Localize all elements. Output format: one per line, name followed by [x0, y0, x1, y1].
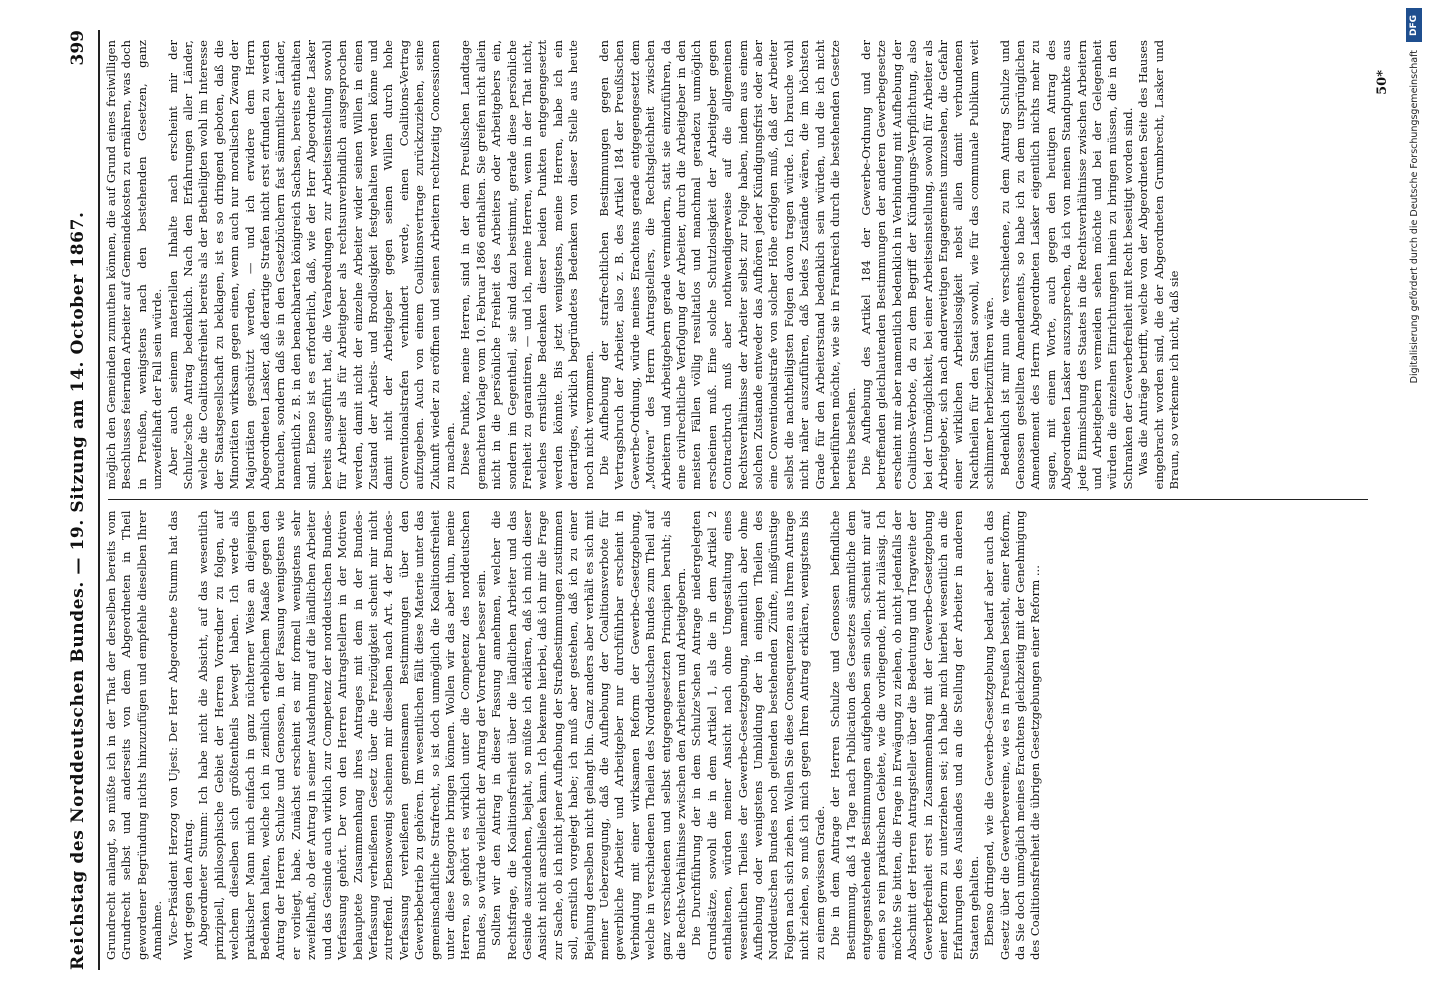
signature-mark: 50*	[1375, 70, 1390, 95]
paragraph: Sollten wir den Antrag in dieser Fassung annehmen, welcher die Rechtsfrage, die Koalitionsfreiheit über die ländlichen Arbeiter und das Gesinde auszudehnen, bejaht, so müßte ich erklären, daß ich mich dieser Ansicht nicht anschließen kann. Ich bekenne hierbei, daß ich mir die Frage zur Sache, ob ich nicht jener Aufhebung der Strafbestimmungen zustimmen soll, ernstlich vorgelegt habe; ich muß aber gestehen, daß ich zu einer Bejahung derselben nicht gelangt bin. Ganz anders aber verhält es sich mit meiner Ueberzeugung, daß die Aufhebung der Coalitionsverbote für gewerbliche Arbeiter und Arbeitgeber nur durchführbar erscheint in Verbindung mit einer wirksamen Reform der Gewerbe-Gesetzgebung, welche in verschiedenen Theilen des Norddeutschen Bundes zum Theil auf ganz verschiedenen und selbst entgegengesetzten Principien beruht; als die Rechts-Verhältnisse zwischen den Arbeitern und Arbeitgebern.	[489, 510, 689, 960]
paragraph: Bedenklich ist mir nun die verschiedene, zu dem Antrag Schulze und Genossen gestellten Amendements, so habe ich zu dem ursprünglichen Amendement des Herrn Abgeordneten Lasker eigentlich nichts mehr zu sagen, mit einem Worte, auch gegen den heutigen Antrag des Abgeordneten Lasker auszusprechen, da ich von meinen Standpunkte aus jede Einmischung des Staates in die Rechtsverhältnisse zwischen Arbeitern und Arbeitgebern vermeiden sehen möchte und bei der Gelegenheit würden die einzelnen Einrichtungen hinein zu bringen müssen, die in den Schranken der Gewerbefreiheit mit Recht beseitigt worden sind.	[997, 40, 1135, 490]
paragraph: Was die Anträge betrifft, welche von der Abgeordneten Seite des Hauses eingebracht worden sind, die der Abgeordneten Grumbrecht, Lasker und Braun, so verkenne ich nicht, daß sie	[1136, 40, 1182, 490]
header-rule	[98, 30, 100, 970]
paragraph: Diese Punkte, meine Herren, sind in der dem Preußischen Landtage gemachten Vorlage vom 10. Februar 1866 enthalten. Sie greifen nicht allein nicht in die persönliche Freiheit des Arbeiters oder Arbeitgebers ein, sondern im Gegentheil, sie sind dazu bestimmt, gerade diese persönliche Freiheit zu garantiren, — und ich, meine Herren, wenn in der That nicht, welches ernstliche Bedenken dieser beiden Punkten entgegengesetzt werden könnte. Bis jetzt wenigstens, meine Herren, habe ich ein derartiges, wirklich begründetes Bedenken von dieser Stelle aus heute noch nicht vernommen.	[458, 40, 596, 490]
paragraph: Ebenso dringend, wie die Gewerbe-Gesetzgebung bedarf aber auch das Gesetz über die Gewerbevereine, wie es in Preußen besteht, einer Reform, da Sie doch unmöglich meines Erachtens gleichzeitig mit der Genehmigung des Coalitionsfreiheit die übrigen Gesetzgebungen einer Reform ...	[982, 510, 1043, 960]
paragraph: Aber auch seinem materiellen Inhalte nach erscheint mir der Schulze'sche Antrag bedenklich. Nach den Erfahrungen aller Länder, welche die Coalitionsfreiheit bereits als der Betheiligten wohl im Interesse der Staatsgesellschaft zu beklagen, ist es so dringend geboten, daß die Minoritäten wirksam gegen einen, wenn auch nur moralischen Zwang der Majoritäten geschützt werden, — und ich erwidere dem Herrn Abgeordneten Lasker, daß derartige Strafen nicht erst erfunden zu werden brauchen, sondern daß sie in den Gesetzbüchern fast sämmtlicher Länder, namentlich z. B. in den benachbarten königreich Sachsen, bereits enthalten sind. Ebenso ist es erforderlich, daß, wie der Herr Abgeordnete Lasker bereits ausgeführt hat, die Verabredungen zur Arbeitseinstellung sowohl für Arbeiter als für Arbeitgeber als rechtsunverbindlich ausgesprochen werden, damit nicht der einzelne Arbeiter wider seinen Willen in einen Zustand der Arbeits- und Brodlosigkeit festgehalten werden könne und damit nicht der Arbeitgeber gegen seinen Willen durch hohe Conventionalstrafen verhindert werde, einen Coalitions-Vertrag aufzugeben. Auch von einem Coalitionsvertrage zurückzuziehen, seine Zukunft wieder zu eröffnen und seinen Arbeitern rechtzeitig Concessionen zu machen.	[165, 40, 457, 490]
digitization-strip	[1402, 0, 1426, 1000]
column-right	[104, 30, 1372, 500]
column-divider	[108, 500, 1368, 501]
paragraph: Die Aufhebung des Artikel 184 der Gewerbe-Ordnung und der betreffenden gleichlautenden Bestimmungen der anderen Gewerbegesetze erscheint mir aber namentlich bedenklich in Verbindung mit Aufhebung der Coalitions-Verbote, da zu dem Begriff der Kündigungs-Verpflichtung, also bei der Unmöglichkeit, bei einer Arbeitseinstellung, sowohl für Arbeiter als Arbeitgeber, sich nach anderweitigen Engagements umzusehen, die Gefahr einer wirklichen Arbeitslosigkeit nebst allen damit verbundenen Nachtheilen für den Staat sowohl, wie für das communale Publikum weit schlimmer herbeizuführen wäre.	[858, 40, 997, 490]
text-columns	[104, 30, 1372, 970]
paragraph: Die Aufhebung der strafrechtlichen Bestimmungen gegen den Vertragsbruch der Arbeiter, also z. B. des Artikel 184 der Preußischen Gewerbe-Ordnung, würde meines Erachtens gerade entgegengesetzt dem „Motiven“ des Herrn Antragstellers, die Rechtsgleichheit zwischen Arbeitern und Arbeitgebern gerade vermindern, statt sie einzuführen, da eine civilrechtliche Verfolgung der Arbeiter, durch die Arbeitgeber in den meisten Fällen völlig resultatlos und manchmal geradezu unmöglich erscheinen muß. Eine solche Schutzlosigkeit der Arbeitgeber gegen Contractbruch muß aber nothwendigerweise auf die allgemeinen Rechtsverhältnisse der Arbeiter selbst zur Folge haben, indem aus einem solchen Zustande entweder das Aufhören jeder Kündigungsfrist oder aber eine Conventionalstrafe von solcher Höhe erfolgen muß, daß der Arbeiter selbst die nachtheiligsten Folgen davon tragen würde. Ich brauche wohl nicht näher auszuführen, daß beides Zustände wären, die im höchsten Grade für den Arbeiterstand bedenklich sein würden, und die ich nicht herbeiführen möchte, wie sie in Frankreich durch die bestehenden Gesetze bereits bestehen.	[597, 40, 858, 490]
page-number: 399	[68, 30, 88, 66]
paragraph: Die in dem Antrage der Herren Schulze und Genossen befindliche Bestimmung, daß 14 Tage nach Publication des Gesetzes sämmtliche dem entgegenstehende Bestimmungen aufgehoben sein sollen, scheint mir auf einen so rein praktischen Gebiete, wie die vorliegende, nicht zulässig. Ich möchte Sie bitten, die Frage in Erwägung zu ziehen, ob nicht jedenfalls der Abschnitt der Herren Antragsteller über die Bedeutung und Tragweite der Gewerbefreiheit erst in Zusammenhang mit der Gewerbe-Gesetzgebung einer Reform zu unterziehen sei; ich habe mich hierbei wesentlich an die Erfahrungen des Auslandes und an die Stellung der Arbeiter in anderen Staaten gehalten.	[828, 510, 981, 960]
paragraph: möglich den Gemeinden zumuthen können, die auf Grund eines freiwilligen Beschlusses feiernden Arbeiter auf Gemeindekosten zu ernähren, was doch in Preußen, wenigstens nach den bestehenden Gesetzen, ganz unzweifelhaft der Fall sein würde.	[104, 40, 165, 490]
paragraph: Die Durchführung der in dem Schulze'schen Antrage niedergelegten Grundsätze, sowohl die in dem Artikel 1, als die in dem Artikel 2 enthaltenen, würden meiner Ansicht nach ohne Umgestaltung eines wesentlichen Theiles der Gewerbe-Gesetzgebung, namentlich aber ohne Aufhebung oder wenigstens Umbildung der in einigen Theilen des Norddeutschen Bundes noch geltenden bestehenden Zünfte, mißgünstige Folgen nach sich ziehen. Wollen Sie diese Consequenzen aus Ihrem Antrage nicht ziehen, so muß ich mich gegen Ihren Antrag erklären, wenigstens bis zu einem gewissen Grade.	[689, 510, 827, 960]
page-header	[60, 30, 96, 970]
paragraph: Vice-Präsident Herzog von Ujest: Der Herr Abgeordnete Stumm hat das Wort gegen den Antrag.	[165, 510, 196, 960]
digitization-credit: Digitalisierung gefördert durch die Deutsche Forschungsgemeinschaft	[1408, 50, 1420, 384]
page-title: Reichstag des Norddeutschen Bundes. — 19. Sitzung am 14. October 1867.	[68, 211, 88, 970]
dfg-logo: DFG	[1406, 8, 1422, 42]
column-left	[104, 501, 1372, 971]
paragraph: Grundrecht anlangt, so müßte ich in der That der derselben bereits vom Grundrecht selbst und anderseits von dem Abgeordneten in Theil gewordener Begründung nichts hinzuzufügen und empfehle dieselben Ihrer Annahme.	[104, 510, 165, 960]
paragraph: Abgeordneter Stumm: Ich habe nicht die Absicht, auf das wesentlich prinzipiell, philosophische Gebiet der Herren Vorredner zu folgen, auf welchem dieselben sich größtentheils bewegt haben. Ich werde als praktischer Mann mich einfach in ganz nüchterner Weise an diejenigen Bedenken halten, welche ich in ziemlich erheblichem Maaße gegen den Antrag der Herren Schulze und Genossen, in der Fassung wenigstens wie er vorliegt, habe. Zunächst erscheint es mir formell wenigstens sehr zweifelhaft, ob der Antrag in seiner Ausdehnung auf die ländlichen Arbeiter und das Gesinde auch wirklich zur Competenz der norddeutschen Bundes-Verfassung gehört. Der von den Herren Antragstellern in der Motiven behauptete Zusammenhang ihres Antrages mit dem in der Bundes-Verfassung verheißenen Gesetz über die Freizügigkeit scheint mir nicht zutreffend. Ebensowenig scheinen mir dieselben nach Art. 4 der Bundes-Verfassung verheißenen gemeinsamen Bestimmungen über den Gewerbebetrieb zu gehören. Im wesentlichen fällt diese Materie unter das gemeinschaftliche Strafrecht, so ist doch unmöglich die Koalitionsfreiheit unter diese Kategorie bringen können. Wollen wir das aber thun, meine Herren, so gehört es wirklich unter die Competenz des norddeutschen Bundes, so würde vielleicht der Antrag der Vorredner besser sein.	[196, 510, 488, 960]
